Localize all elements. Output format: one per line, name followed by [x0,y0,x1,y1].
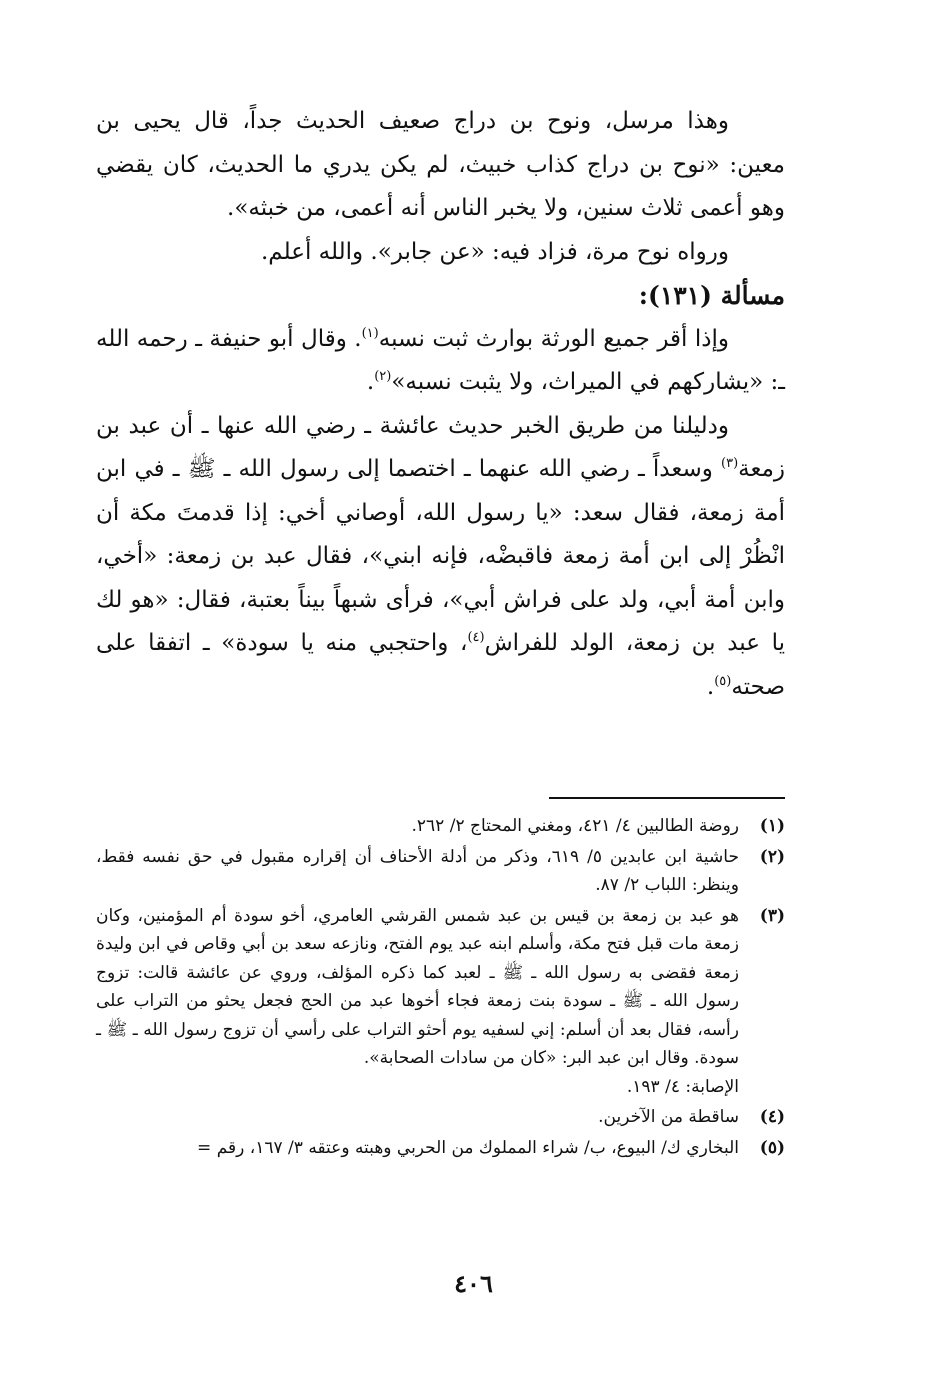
footnote [96,843,785,900]
footnote-ref: (١) [361,325,379,341]
paragraph-text: ودليلنا من طريق الخبر حديث عائشة ـ رضي الله عنها ـ أن عبد بن زمعة [96,412,785,482]
footnote-text: هو عبد بن زمعة بن قيس بن عبد شمس القرشي العامري، أخو سودة أم المؤمنين، وكان زمعة مات قبل فتح مكة، وأسلم ابنه عبد يوم الفتح، ونازعه سعد بن أبي وقاص في ابن وليدة زمعة فقضى به رسول الله ـ ﷺ ـ لعبد كما ذكره المؤلف، وروي عن عائشة قالت: تزوج رسول الله ـ ﷺ ـ سودة بنت زمعة فجاء أخوها عبد من الحج فجعل يحثو من التراب على رأسه، فقال بعد أن أسلم: إني لسفيه يوم أحثو التراب على رأسي أن تزوج رسول الله ـ ﷺ ـ سودة. وقال ابن عبد البر: «كان من سادات الصحابة». [96,905,739,1068]
footnote-text: البخاري ك/ البيوع، ب/ شراء المملوك من الحربي وهبته وعتقه ٣/ ١٦٧، رقم = [197,1137,739,1158]
footnote-number: (١) [759,816,785,836]
footnote [96,902,785,1102]
footnote-number: (٢) [759,846,785,867]
paragraph: ورواه نوح مرة، فزاد فيه: «عن جابر». والله أعلم. [261,238,729,265]
page-number: ٤٠٦ [454,1269,493,1298]
issue-heading: مسألة (١٣١): [638,281,785,310]
footnote [96,812,785,841]
paragraph-text: ، واحتجبي منه يا سودة» ـ اتفقا على صحته [96,630,785,700]
paragraph-text: وإذا أقر جميع الورثة بوارث ثبت نسبه [378,325,729,352]
footnote-ref: (٢) [374,369,392,384]
footnote-number: (٥) [759,1137,785,1158]
paragraph-text: . وقال أبو حنيفة ـ رحمه الله ـ: «يشاركهم في الميراث، ولا يثبت نسبه» [96,325,785,395]
footnote [96,1103,785,1132]
footnote-separator [549,797,785,799]
footnote-ref: (٣) [721,456,739,471]
paragraph [96,318,785,405]
footnotes [96,812,785,1164]
footnote-number: (٣) [759,905,785,926]
main-text [96,100,785,709]
footnote [96,1134,785,1163]
footnote-text: ساقطة من الآخرين. [598,1107,739,1127]
paragraph-text: . [706,673,715,700]
paragraph-text: وسعداً ـ رضي الله عنهما ـ اختصما إلى رسول الله ـ ﷺ ـ في ابن أمة زمعة، فقال سعد: «يا رسول الله، أوصاني أخي: إذا قدمتَ مكة أن انْظُرْ إلى ابن أمة زمعة فاقبضْه، فإنه ابني»، فقال عبد بن زمعة: «أخي، وابن أمة أبي، ولد على فراش أبي»، فرأى شبهاً بيناً بعتبة، فقال: «هو لك يا عبد بن زمعة، الولد للفراش [96,456,785,656]
footnote-ref: (٥) [714,673,732,689]
footnote-source: الإصابة: ٤/ ١٩٣. [626,1076,739,1097]
footnote-text: روضة الطالبين ٤/ ٤٢١، ومغني المحتاج ٢/ ٢٦٢. [411,816,739,836]
footnote-number: (٤) [759,1107,785,1127]
footnote-text: حاشية ابن عابدين ٥/ ٦١٩، وذكر من أدلة الأحناف أن إقراره مقبول في حق نفسه فقط، وينظر: اللباب ٢/ ٨٧. [96,846,739,895]
paragraph-text: . [366,369,375,395]
paragraph [96,405,785,710]
footnote-ref: (٤) [467,630,485,645]
paragraph: وهذا مرسل، ونوح بن دراج صعيف الحديث جداً، قال يحيى بن معين: «نوح بن دراج كذاب خبيث، لم يكن يدري ما الحديث، كان يقضي وهو أعمى ثلاث سنين، ولا يخبر الناس أنه أعمى، من خبثه». [96,108,785,221]
